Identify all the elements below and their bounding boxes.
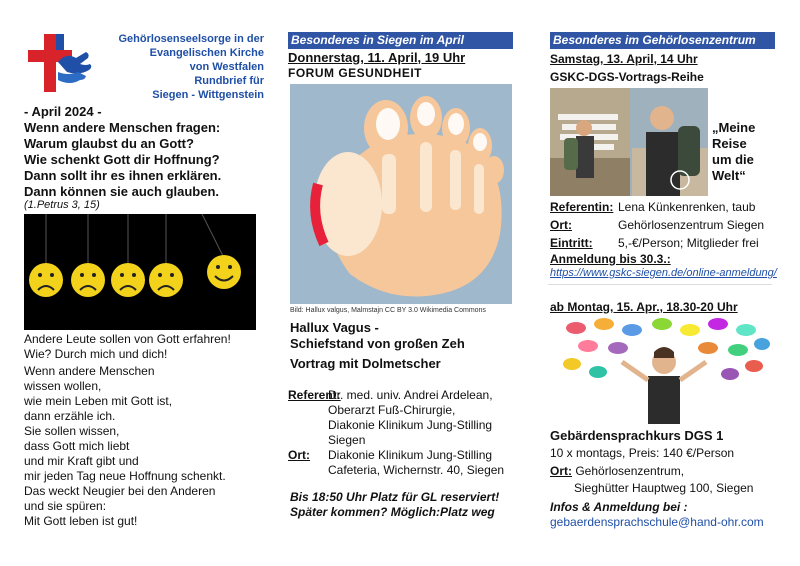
happy-face-icon (207, 255, 241, 289)
registration-link[interactable]: https://www.gskc-siegen.de/online-anmeldung/ (550, 267, 777, 279)
sign-language-hands-image (558, 316, 772, 424)
bible-verse (24, 120, 221, 200)
ort-line: Cafeteria, Wichernstr. 40, Siegen (328, 463, 505, 477)
quote-line: Reise (712, 136, 747, 151)
text-block-1 (24, 332, 231, 362)
seating-note (290, 490, 499, 520)
registration-deadline: Anmeldung bis 30.3.: (550, 252, 671, 266)
column-middle (288, 0, 516, 566)
lecture-quote (712, 120, 755, 184)
course-date: ab Montag, 15. Apr., 18.30-20 Uhr (550, 300, 738, 314)
text-line: Mit Gott leben ist gut! (24, 514, 138, 528)
column-right (550, 0, 778, 566)
ort-label: Ort: (550, 218, 572, 232)
text-line: wie mein Leben mit Gott ist, (24, 394, 173, 408)
talk-note: Vortrag mit Dolmetscher (290, 356, 441, 371)
column-left (24, 0, 264, 566)
org-line: Evangelischen Kirche (149, 47, 264, 59)
traveller-photo (550, 88, 708, 196)
referent-line: Oberarzt Fuß-Chirurgie, (328, 403, 456, 417)
eintritt-label: Eintritt: (550, 236, 593, 250)
referent-line: Siegen (328, 433, 366, 447)
eintritt-value: 5,-€/Person; Mitglieder frei (618, 236, 759, 250)
org-line: von Westfalen (189, 61, 264, 73)
ort-value: Gehörlosenzentrum Siegen (618, 218, 765, 232)
course-location (550, 464, 753, 496)
text-line: und sie spüren: (24, 499, 107, 513)
org-line: Rundbrief für (194, 75, 264, 87)
note-line: Bis 18:50 Uhr Platz für GL reserviert! (290, 490, 500, 504)
lecture-date: Samstag, 13. April, 14 Uhr (550, 52, 698, 66)
text-line: Wie? Durch mich und dich! (24, 347, 168, 361)
course-contact-heading: Infos & Anmeldung bei : (550, 500, 688, 514)
verse-line: Wenn andere Menschen fragen: (24, 120, 221, 135)
ort-line: Diakonie Klinikum Jung-Stilling (328, 448, 493, 462)
topic-line: Schiefstand von großen Zeh (290, 336, 465, 351)
ort-label: Ort: (288, 448, 310, 462)
org-heading (119, 32, 265, 102)
text-block-3 (24, 424, 226, 529)
verse-line: Wie schenkt Gott dir Hoffnung? (24, 152, 220, 167)
issue-date: - April 2024 - (24, 104, 102, 119)
church-hands-logo (28, 32, 94, 94)
image-caption: Bild: Hallux valgus, Malmstajn CC BY 3.0 Wikimedia Commons (290, 307, 486, 314)
event-title: FORUM GESUNDHEIT (288, 66, 422, 80)
course-info: 10 x montags, Preis: 140 €/Person (550, 446, 735, 460)
note-line: Später kommen? Möglich:Platz weg (290, 505, 495, 519)
verse-line: Dann sollt ihr es ihnen erklären. (24, 168, 222, 183)
text-line: wissen wollen, (24, 379, 102, 393)
hallux-valgus-image (290, 84, 512, 304)
referentin-value: Lena Künkenrenken, taub (618, 200, 756, 214)
text-line: Wenn andere Menschen (24, 364, 155, 378)
text-line: und mir Kraft gibt und (24, 454, 139, 468)
smiley-pendulum-image (24, 214, 256, 330)
referent-line: Diakonie Klinikum Jung-Stilling (328, 418, 493, 432)
referentin-label: Referentin: (550, 200, 614, 214)
org-line: Siegen - Wittgenstein (152, 89, 264, 101)
quote-line: „Meine (712, 120, 756, 135)
text-line: dass Gott mich liebt (24, 439, 130, 453)
text-line: Das weckt Neugier bei den Anderen (24, 484, 216, 498)
verse-line: Dann können sie auch glauben. (24, 184, 220, 199)
talk-topic (290, 320, 465, 352)
course-email-link[interactable]: gebaerdensprachschule@hand-ohr.com (550, 515, 764, 529)
lecture-series: GSKC-DGS-Vortrags-Reihe (550, 70, 704, 84)
verse-reference: (1.Petrus 3, 15) (24, 199, 100, 211)
text-line: Andere Leute sollen von Gott erfahren! (24, 332, 231, 346)
text-block-2 (24, 364, 172, 424)
lecture-details (550, 200, 780, 251)
divider (548, 284, 772, 285)
section-bar-zentrum: Besonderes im Gehörlosenzentrum (550, 32, 775, 49)
quote-line: um die (712, 152, 754, 167)
quote-line: Welt“ (712, 168, 746, 183)
course-ort-line: Gehörlosenzentrum, (575, 464, 685, 478)
course-title: Gebärdensprachkurs DGS 1 (550, 428, 724, 443)
text-line: Sie sollen wissen, (24, 424, 120, 438)
text-line: dann erzähle ich. (24, 409, 116, 423)
course-ort-line: Sieghütter Hauptweg 100, Siegen (574, 481, 754, 495)
speaker-block (288, 388, 516, 478)
course-ort-label: Ort: (550, 464, 572, 478)
referent-label: Referent: (288, 388, 341, 402)
text-line: mir jeden Tag neue Hoffnung schenkt. (24, 469, 226, 483)
event-date: Donnerstag, 11. April, 19 Uhr (288, 50, 466, 65)
section-bar-siegen: Besonderes in Siegen im April (288, 32, 513, 49)
verse-line: Warum glaubst du an Gott? (24, 136, 194, 151)
org-line: Gehörlosenseelsorge in der (118, 33, 264, 45)
referent-line: Dr. med. univ. Andrei Ardelean, (328, 388, 493, 402)
topic-line: Hallux Vagus - (290, 320, 379, 335)
